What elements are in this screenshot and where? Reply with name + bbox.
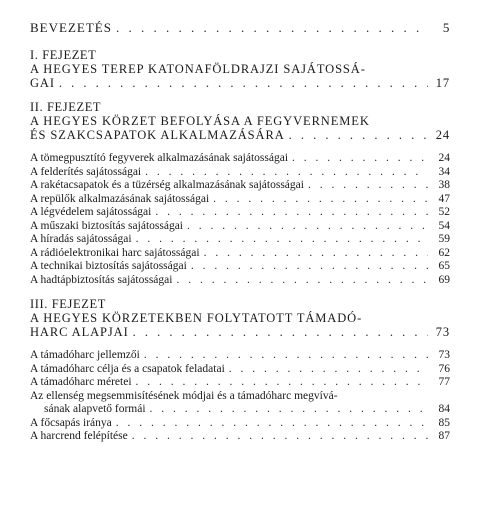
toc-entry-line: Az ellenség megsemmisítésének módjai és a támadóharc megvívá- (30, 389, 338, 402)
toc-entry-page: 85 (438, 416, 450, 429)
toc-entry-page: 62 (438, 246, 450, 259)
chapter-1 (30, 48, 450, 90)
toc-entry-row (30, 403, 450, 417)
toc-entry-label: A tömegpusztító fegyverek alkalmazásának sajátosságai (30, 152, 289, 164)
toc-entry (30, 260, 450, 274)
dot-leader (144, 349, 428, 363)
dot-leader (204, 247, 428, 261)
dot-leader (187, 220, 428, 234)
chapter-title-row-label: GAI (30, 76, 55, 90)
toc-entry-page: 34 (438, 165, 450, 178)
toc-entry-label: A műszaki biztosítás sajátosságai (30, 219, 183, 232)
dot-leader (59, 76, 428, 90)
toc-entry (30, 206, 450, 220)
chapter-title-row-page: 24 (435, 128, 450, 142)
dot-leader (155, 206, 428, 220)
toc-entry-page: 52 (438, 206, 450, 218)
chapter-number: I. FEJEZET (30, 48, 97, 62)
dot-leader (191, 260, 428, 274)
toc-entry (30, 274, 450, 288)
dot-leader (308, 179, 428, 193)
dot-leader (213, 193, 428, 207)
toc-entry (30, 166, 450, 180)
chapter-title (30, 311, 450, 339)
toc-entry-page: 38 (438, 179, 450, 191)
toc-intro-label: BEVEZETÉS (30, 20, 112, 35)
chapter-title-row-label: HARC ALAPJAI (30, 325, 129, 339)
toc-entry (30, 430, 450, 444)
chapter-2 (30, 100, 450, 142)
chapter-title-row-page: 73 (435, 325, 450, 339)
toc-entry-page: 59 (438, 233, 450, 245)
toc-entry-label: A támadóharc jellemzői (30, 349, 140, 361)
dot-leader (292, 152, 428, 166)
dot-leader (132, 430, 428, 444)
chapter-title-row-label: ÉS SZAKCSAPATOK ALKALMAZÁSÁRA (30, 128, 285, 142)
chapter-title-row (30, 325, 450, 339)
toc-entry-page: 73 (438, 349, 450, 361)
toc-entry (30, 349, 450, 363)
toc-entry-page: 77 (438, 376, 450, 388)
chapter-title-row (30, 76, 450, 90)
toc-intro-row (30, 20, 450, 36)
toc-entry (30, 363, 450, 377)
toc-entry-row-label: sának alapvető formái (44, 403, 146, 415)
chapter-title-line: A HEGYES KÖRZETEKBEN FOLYTATOTT TÁMADÓ- (30, 311, 363, 325)
chapters-container (30, 48, 450, 444)
chapter-3-entries (30, 349, 450, 444)
toc-entry-page: 24 (438, 152, 450, 164)
toc-entry (30, 233, 450, 247)
toc-entry (30, 179, 450, 193)
dot-leader (136, 233, 428, 247)
dot-leader (133, 325, 428, 339)
toc-entry-label: A rádióelektronikai harc sajátosságai (30, 246, 200, 259)
chapter-title-line: A HEGYES KÖRZET BEFOLYÁSA A FEGYVERNEMEK (30, 114, 370, 128)
toc-entry (30, 247, 450, 261)
chapter-title (30, 62, 450, 90)
toc-entry-label: A híradás sajátosságai (30, 233, 132, 245)
toc-entry-page: 65 (438, 260, 450, 272)
chapter-2-entries (30, 152, 450, 287)
toc-entry-label: A repülők alkalmazásának sajátosságai (30, 192, 210, 205)
toc-entry-row-page: 84 (438, 403, 450, 415)
chapter-title (30, 114, 450, 142)
chapter-3 (30, 297, 450, 339)
toc-entry-label: A harcrend felépítése (30, 430, 128, 442)
toc-entry (30, 193, 450, 207)
dot-leader (289, 128, 428, 142)
chapter-title-row (30, 128, 450, 142)
dot-leader (176, 274, 428, 288)
toc-entry (30, 390, 450, 417)
toc-entry (30, 376, 450, 390)
chapter-title-line: A HEGYES TEREP KATONAFÖLDRAJZI SAJÁTOSSÁ- (30, 62, 366, 76)
dot-leader (116, 417, 428, 431)
toc-entry-label: A felderítés sajátosságai (30, 165, 142, 178)
toc-entry-page: 47 (438, 192, 450, 205)
toc-entry-label: A főcsapás iránya (30, 416, 112, 429)
toc-entry-label: A légvédelem sajátosságai (30, 206, 152, 218)
dot-leader (145, 166, 428, 180)
toc-entry-label: A rakétacsapatok és a tüzérség alkalmazásának sajátosságai (30, 179, 304, 191)
toc-entry-label: A támadóharc célja és a csapatok feladatai (30, 362, 225, 375)
toc-entry-label: A technikai biztosítás sajátosságai (30, 260, 187, 272)
chapter-number: II. FEJEZET (30, 100, 102, 114)
toc-entry (30, 417, 450, 431)
chapter-number: III. FEJEZET (30, 297, 106, 311)
toc-intro-page: 5 (442, 20, 450, 35)
toc-entry (30, 152, 450, 166)
toc-entry-page: 54 (438, 219, 450, 232)
toc-entry-page: 69 (438, 273, 450, 286)
toc-entry-page: 87 (438, 430, 450, 442)
dot-leader (116, 20, 428, 36)
toc-entry-page: 76 (438, 362, 450, 375)
dot-leader (229, 363, 428, 377)
toc-entry-label: A hadtápbiztosítás sajátosságai (30, 273, 173, 286)
toc-entry-label: A támadóharc méretei (30, 376, 132, 388)
dot-leader (136, 376, 428, 390)
toc-entry (30, 220, 450, 234)
dot-leader (150, 403, 428, 417)
chapter-title-row-page: 17 (435, 76, 450, 90)
